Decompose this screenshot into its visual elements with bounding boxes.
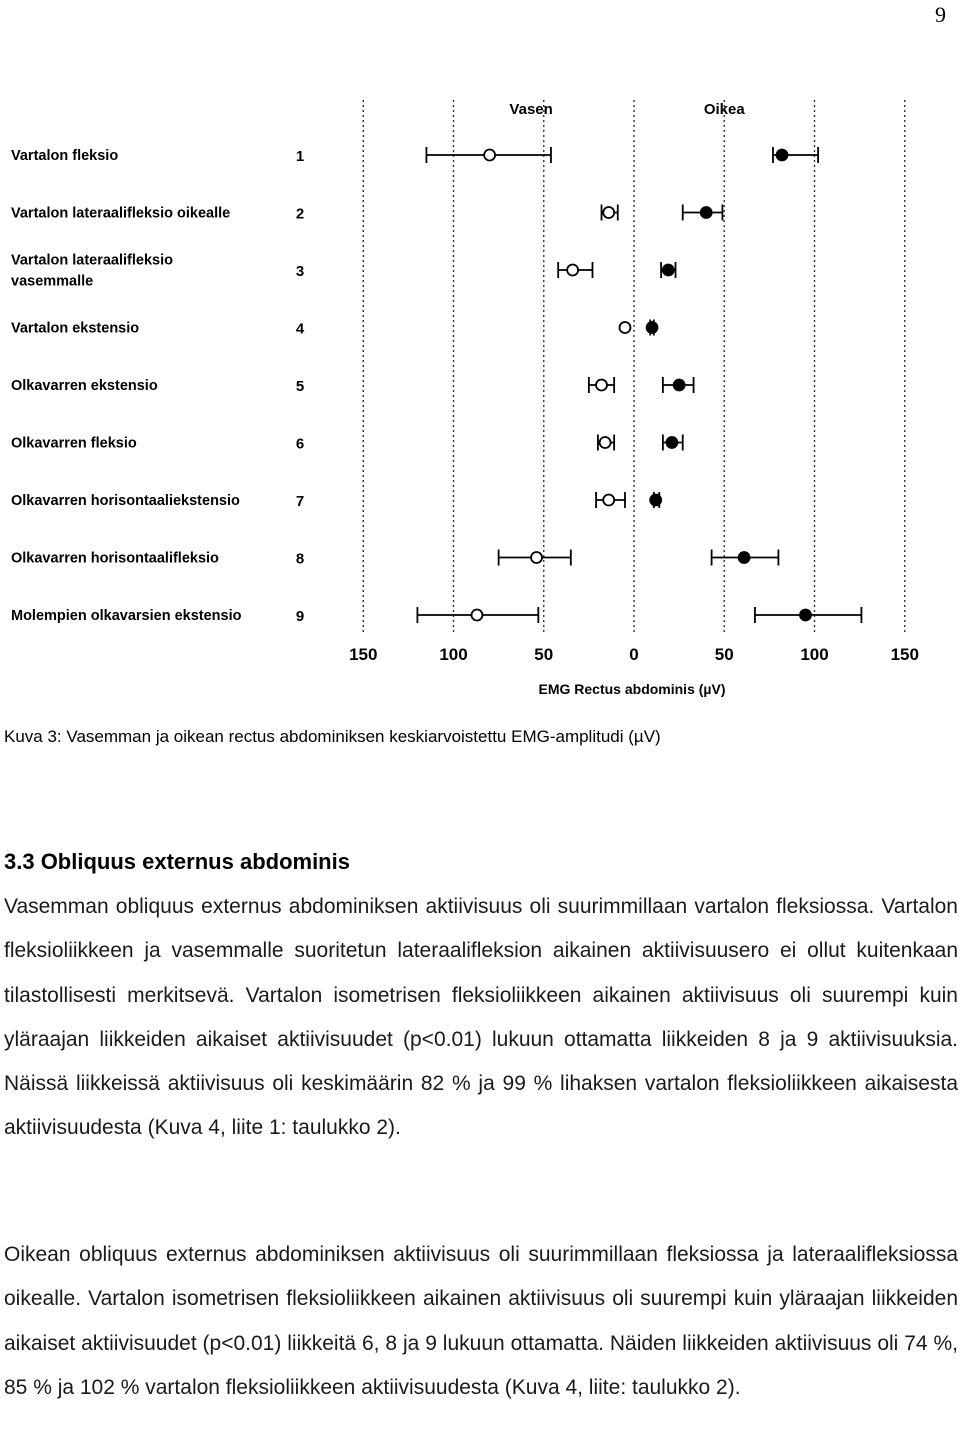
x-tick-label: 0 <box>629 645 639 664</box>
data-point-vasen <box>471 610 482 621</box>
data-point-vasen <box>567 265 578 276</box>
x-tick-label: 150 <box>890 645 919 664</box>
emg-dot-chart <box>0 90 960 700</box>
row-number: 8 <box>295 550 305 568</box>
data-point-vasen <box>600 437 611 448</box>
category-label: Olkavarren fleksio <box>11 435 137 452</box>
x-tick-label: 100 <box>800 645 829 664</box>
category-label: vasemmalle <box>11 273 94 290</box>
row-number: 2 <box>295 205 305 223</box>
data-point-oikea <box>674 380 685 391</box>
data-point-oikea <box>663 265 674 276</box>
row-number: 1 <box>295 148 305 165</box>
data-point-vasen <box>603 207 614 218</box>
category-label: Vartalon fleksio <box>11 148 119 164</box>
header-right: Oikea <box>703 101 745 118</box>
x-axis-label: EMG Rectus abdominis (µV) <box>538 681 726 697</box>
x-tick-label: 50 <box>534 645 554 664</box>
data-point-oikea <box>650 495 661 506</box>
data-point-vasen <box>531 552 542 563</box>
section-heading: 3.3 Obliquus externus abdominis <box>4 849 350 874</box>
row-number: 9 <box>295 608 305 625</box>
category-label: Olkavarren horisontaaliekstensio <box>11 493 240 509</box>
figure-caption: Kuva 3: Vasemman ja oikean rectus abdominiksen keskiarvoistettu EMG-amplitudi (µV) <box>4 727 661 746</box>
row-number: 4 <box>295 320 305 338</box>
row-number: 3 <box>295 263 305 280</box>
row-number: 6 <box>295 435 305 453</box>
category-label: Molempien olkavarsien ekstensio <box>11 608 242 624</box>
body-paragraph: Oikean obliquus externus abdominiksen aktiivisuus oli suurimmillaan fleksiossa ja lateraalifleksiossa oikealle. Vartalon isometrisen fleksioliikkeen aikainen aktiivisuus oli suurempi kuin yläraajan liikkeiden aikaiset aktiivisuudet (p<0.01) liikkeitä 6, 8 ja 9 lukuun ottamatta. Näiden liikkeiden aktiivisuus oli 74 %, 85 % ja 102 % vartalon fleksioliikkeen aktiivisuudesta (Kuva 4, liite: taulukko 2). <box>4 1243 958 1399</box>
body-paragraph: Vasemman obliquus externus abdominiksen aktiivisuus oli suurimmillaan vartalon fleksiossa. Vartalon fleksioliikkeen ja vasemmalle suoritetun lateraalifleksion aikainen aktiivisuusero ei ollut kuitenkaan tilastollisesti merkitsevä. Vartalon isometrisen fleksioliikkeen aikainen aktiivisuus oli suurempi kuin yläraajan liikkeiden aikaiset aktiivisuudet (p<0.01) lukuun ottamatta liikkeiden 8 ja 9 aktiivisuuksia. Näissä liikkeissä aktiivisuus oli keskimäärin 82 % ja 99 % lihaksen vartalon fleksioliikkeen aikaisesta aktiivisuudesta (Kuva 4, liite 1: taulukko 2). <box>4 895 958 1140</box>
x-tick-label: 100 <box>439 645 468 664</box>
category-label: Vartalon lateraalifleksio oikealle <box>11 205 231 222</box>
header-left: Vasen <box>509 101 553 118</box>
data-point-oikea <box>701 207 712 218</box>
x-tick-label: 50 <box>714 645 734 664</box>
category-label: Olkavarren ekstensio <box>11 378 158 394</box>
data-point-oikea <box>647 322 658 333</box>
data-point-vasen <box>603 495 614 506</box>
category-label: Olkavarren horisontaalifleksio <box>11 550 219 567</box>
data-point-vasen <box>596 380 607 391</box>
row-number: 7 <box>295 493 305 510</box>
data-point-oikea <box>800 610 811 621</box>
category-label: Vartalon lateraalifleksio <box>11 252 173 269</box>
x-tick-label: 150 <box>349 645 378 664</box>
row-number: 5 <box>295 378 305 395</box>
data-point-vasen <box>484 150 495 161</box>
data-point-oikea <box>666 437 677 448</box>
data-point-oikea <box>739 552 750 563</box>
page-number: 9 <box>935 2 946 27</box>
data-point-vasen <box>619 322 630 333</box>
category-label: Vartalon ekstensio <box>11 320 140 337</box>
data-point-oikea <box>777 150 788 161</box>
